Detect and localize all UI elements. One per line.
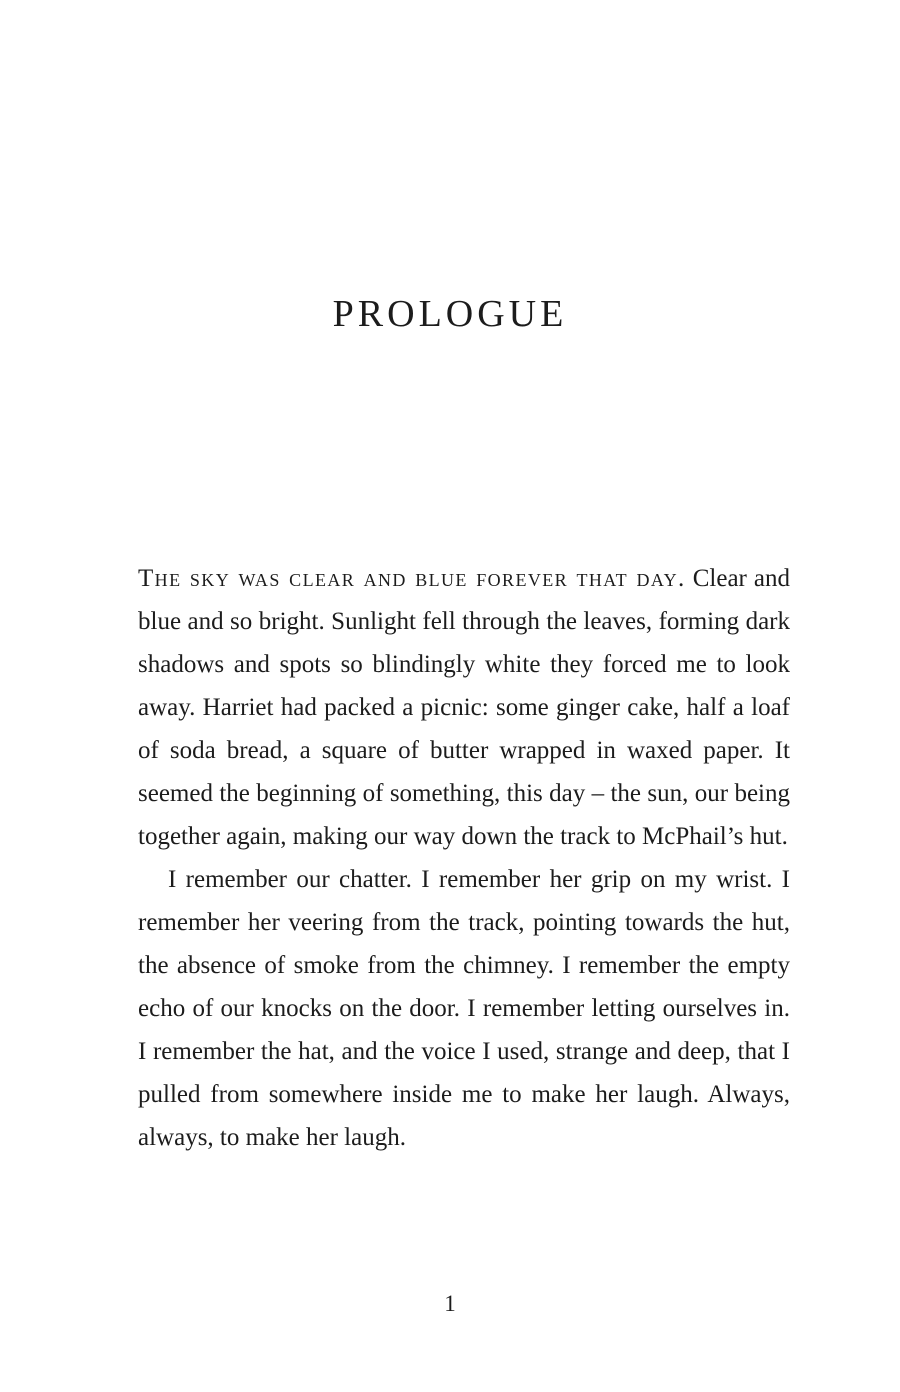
chapter-title: PROLOGUE xyxy=(332,293,568,335)
body-text xyxy=(138,557,790,1159)
paragraph xyxy=(138,557,790,858)
page-number: 1 xyxy=(444,1291,456,1316)
lead-in-small-caps: The sky was clear and blue forever that day. xyxy=(138,565,686,592)
paragraph: I remember our chatter. I remember her grip on my wrist. I remember her veering from the track, pointing towards the hut, the absence of smoke from the chimney. I remember the empty echo of our knocks on the door. I remember letting ourselves in. I remember the hat, and the voice I used, strange and deep, that I pulled from somewhere inside me to make her laugh. Always, always, to make her laugh. xyxy=(138,866,790,1151)
paragraph-body: Clear and blue and so bright. Sunlight fell through the leaves, forming dark shadows and spots so blindingly white they forced me to look away. Harriet had packed a picnic: some ginger cake, half a loaf of soda bread, a square of butter wrapped in waxed paper. It seemed the beginning of something, this day – the sun, our being together again, making our way down the track to McPhail’s hut. xyxy=(138,565,790,850)
